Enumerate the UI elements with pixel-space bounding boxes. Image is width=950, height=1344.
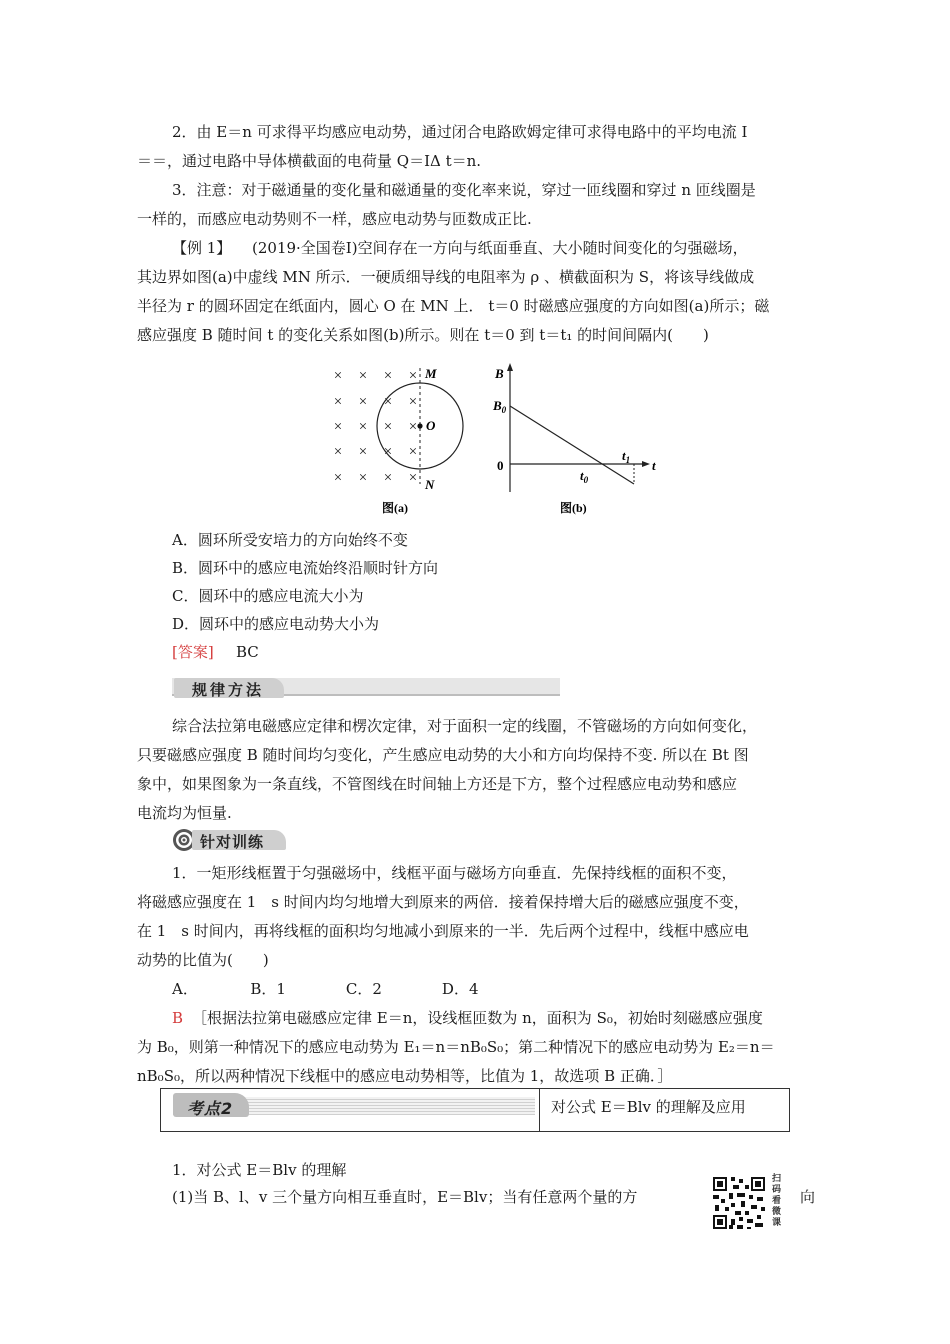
section1-line1-end: 向 <box>800 1188 816 1206</box>
training-choices: A． B．1 C．2 D．4 <box>172 980 479 998</box>
label-t: t <box>652 458 656 473</box>
cross-mark: × <box>383 419 393 435</box>
example-line2: 其边界如图(a)中虚线 MN 所示．一硬质细导线的电阻率为 ρ 、横截面积为 S，将该导线做成 <box>137 268 755 286</box>
example-tag: 【例 1】 <box>172 239 232 257</box>
label-b: B <box>495 366 504 381</box>
b-t-graph-line <box>510 406 634 484</box>
cross-mark: × <box>383 470 393 486</box>
cross-mark: × <box>408 444 418 460</box>
option-c: C．圆环中的感应电流大小为 <box>172 587 364 605</box>
topic2-label-area <box>161 1089 540 1131</box>
cross-mark: × <box>408 368 418 384</box>
cross-mark: × <box>333 419 343 435</box>
label-m: M <box>425 366 437 381</box>
example-line4: 感应强度 B 随时间 t 的变化关系如图(b)所示。则在 t＝0 到 t＝t₁ 的时间间隔内( ) <box>137 326 709 344</box>
para2-line1: 2．由 E＝n 可求得平均感应电动势，通过闭合电路欧姆定律可求得电路中的平均电流 I <box>172 123 748 141</box>
topic2-box <box>160 1088 790 1132</box>
center-point <box>417 423 422 428</box>
cross-mark: × <box>408 394 418 410</box>
method-line2: 只要磁感应强度 B 随时间均匀变化，产生感应电动势的大小和方向均保持不变. 所以在 Bt 图 <box>137 746 749 764</box>
cross-mark: × <box>358 368 368 384</box>
qr-code-icon[interactable] <box>711 1175 767 1231</box>
section1-heading: 1．对公式 E＝Blv 的理解 <box>172 1161 347 1179</box>
para3-line2: 一样的，而感应电动势则不一样，感应电动势与匝数成正比. <box>137 210 532 228</box>
training-banner <box>172 826 292 854</box>
cross-mark: × <box>358 419 368 435</box>
para2-line2: ＝＝，通过电路中导体横截面的电荷量 Q＝IΔ t＝n. <box>137 152 482 170</box>
label-origin: 0 <box>497 458 504 473</box>
cross-mark: × <box>383 444 393 460</box>
cross-mark: × <box>408 419 418 435</box>
method-title: 规律方法 <box>192 681 265 699</box>
option-a: A．圆环所受安培力的方向始终不变 <box>172 531 408 549</box>
caption-a: 图(a) <box>382 501 408 515</box>
method-line3: 象中，如果图象为一条直线，不管图线在时间轴上方还是下方，整个过程感应电动势和感应 <box>137 775 738 793</box>
figure-b <box>490 360 670 520</box>
figure-a <box>320 360 470 520</box>
option-d: D．圆环中的感应电动势大小为 <box>172 615 380 633</box>
method-banner <box>172 678 560 704</box>
cross-mark: × <box>333 444 343 460</box>
answer-value: BC <box>236 643 259 661</box>
cross-mark: × <box>383 368 393 384</box>
training-exp-line2: 为 B₀，则第一种情况下的感应电动势为 E₁＝n＝nB₀S₀；第二种情况下的感应电动势为 E₂＝n＝ <box>137 1038 775 1056</box>
label-t1: $t_1$ <box>622 448 631 465</box>
method-line1: 综合法拉第电磁感应定律和楞次定律，对于面积一定的线圈，不管磁场的方向如何变化， <box>172 717 758 735</box>
section1-line1: (1)当 B、l、v 三个量方向相互垂直时，E＝Blv；当有任意两个量的方 <box>172 1188 638 1206</box>
training-exp-line3: nB₀S₀，所以两种情况下线框中的感应电动势相等，比值为 1，故选项 B 正确．］ <box>137 1067 673 1085</box>
cross-mark: × <box>358 394 368 410</box>
y-axis-arrow <box>507 363 513 371</box>
answer-label: [答案] <box>172 643 214 661</box>
training-q-line2: 将磁感应强度在 1 s 时间内均匀地增大到原来的两倍．接着保持增大后的磁感应强度不变， <box>137 893 749 911</box>
qr-caption: 扫码看微课 <box>772 1174 782 1228</box>
topic2-title: 对公式 E＝Blv 的理解及应用 <box>551 1098 746 1116</box>
para3-line1: 3．注意：对于磁通量的变化量和磁通量的变化率来说，穿过一匝线圈和穿过 n 匝线圈是 <box>172 181 756 199</box>
training-answer-letter: B <box>172 1009 184 1027</box>
training-q-line1: 1．一矩形线框置于匀强磁场中，线框平面与磁场方向垂直．先保持线框的面积不变， <box>172 864 737 882</box>
cross-mark: × <box>383 394 393 410</box>
caption-b: 图(b) <box>560 501 587 515</box>
training-exp-line1: ［根据法拉第电磁感应定律 E＝n，设线框匝数为 n，面积为 S₀，初始时刻磁感应强度 <box>192 1009 763 1027</box>
label-o: O <box>426 418 436 433</box>
method-line4: 电流均为恒量. <box>137 804 232 822</box>
example-line3: 半径为 r 的圆环固定在纸面内，圆心 O 在 MN 上． t＝0 时磁感应强度的方向如图(a)所示；磁 <box>137 297 770 315</box>
label-n: N <box>425 477 435 492</box>
example-line1: (2019·全国卷Ⅰ)空间存在一方向与纸面垂直、大小随时间变化的匀强磁场， <box>252 239 748 257</box>
option-b: B．圆环中的感应电流始终沿顺时针方向 <box>172 559 439 577</box>
training-q-line4: 动势的比值为( ) <box>137 951 269 969</box>
label-b0: $B_0$ <box>493 398 507 415</box>
x-axis-arrow <box>642 461 650 467</box>
topic2-label: 考点2 <box>187 1099 234 1118</box>
label-t0: $t_0$ <box>580 468 589 485</box>
cross-mark: × <box>358 470 368 486</box>
cross-mark: × <box>333 394 343 410</box>
training-q-line3: 在 1 s 时间内，再将线框的面积均匀地减小到原来的一半．先后两个过程中，线框中感应电 <box>137 922 749 940</box>
cross-mark: × <box>408 470 418 486</box>
cross-mark: × <box>333 368 343 384</box>
cross-mark: × <box>358 444 368 460</box>
training-title: 针对训练 <box>200 833 265 851</box>
cross-mark: × <box>333 470 343 486</box>
